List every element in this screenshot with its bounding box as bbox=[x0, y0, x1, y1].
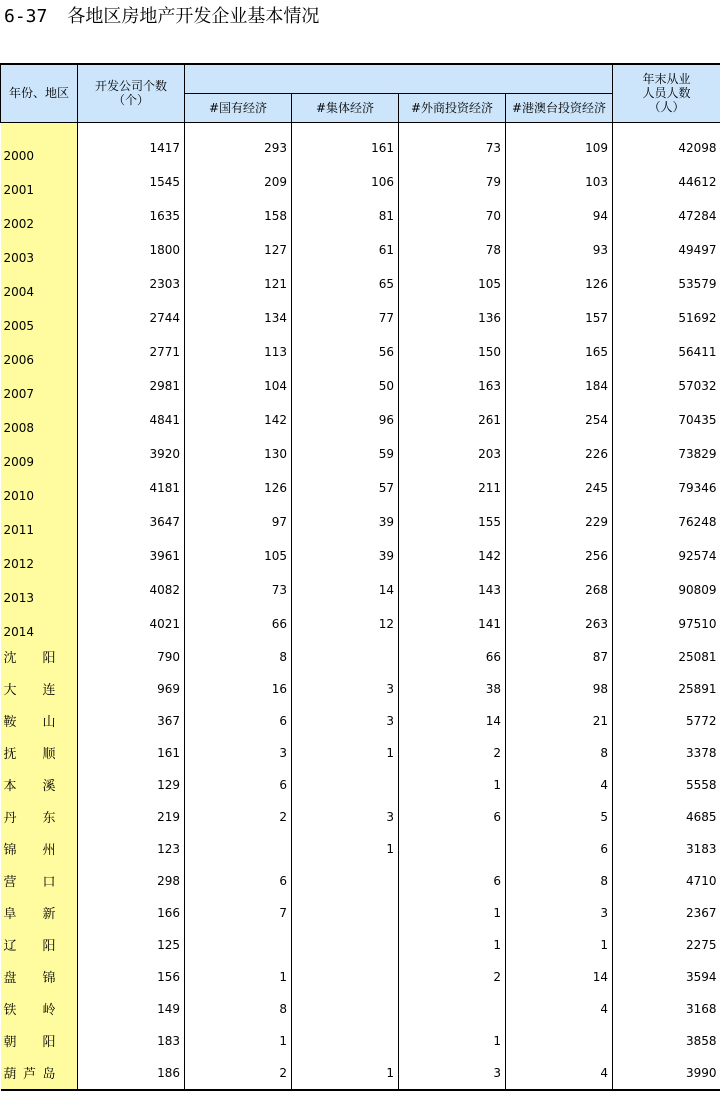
table-cell: 156 bbox=[78, 961, 185, 993]
table-cell bbox=[399, 993, 506, 1025]
table-cell: 2 bbox=[399, 737, 506, 769]
table-cell bbox=[292, 865, 399, 897]
row-label: 2003 bbox=[1, 233, 78, 267]
table-cell: 229 bbox=[506, 505, 613, 539]
table-cell: 6 bbox=[506, 833, 613, 865]
table-row bbox=[1, 705, 720, 737]
header-companies-unit: （个） bbox=[112, 93, 149, 108]
table-row bbox=[1, 122, 720, 165]
table-cell: 66 bbox=[185, 607, 292, 641]
table-row bbox=[1, 335, 720, 369]
row-label: 2014 bbox=[1, 607, 78, 641]
table-cell: 6 bbox=[185, 769, 292, 801]
region-name bbox=[4, 967, 56, 986]
table-cell: 78 bbox=[399, 233, 506, 267]
table-cell: 203 bbox=[399, 437, 506, 471]
table-cell: 66 bbox=[399, 641, 506, 673]
table-cell: 3647 bbox=[78, 505, 185, 539]
region-name bbox=[4, 871, 56, 890]
header-companies bbox=[78, 64, 185, 122]
table-cell: 254 bbox=[506, 403, 613, 437]
table-cell: 261 bbox=[399, 403, 506, 437]
table-row bbox=[1, 769, 720, 801]
row-label bbox=[1, 1057, 78, 1090]
table-cell: 209 bbox=[185, 165, 292, 199]
table-row bbox=[1, 437, 720, 471]
table-cell: 1 bbox=[399, 769, 506, 801]
table-cell: 56411 bbox=[613, 335, 720, 369]
table-cell: 4 bbox=[506, 1057, 613, 1090]
table-cell: 149 bbox=[78, 993, 185, 1025]
row-label bbox=[1, 737, 78, 769]
table-cell: 12 bbox=[292, 607, 399, 641]
table-cell: 57032 bbox=[613, 369, 720, 403]
row-label: 2004 bbox=[1, 267, 78, 301]
row-label: 2011 bbox=[1, 505, 78, 539]
table-cell: 94 bbox=[506, 199, 613, 233]
table-row bbox=[1, 233, 720, 267]
table-cell: 73829 bbox=[613, 437, 720, 471]
region-char: 新 bbox=[42, 907, 56, 922]
region-char: 阳 bbox=[42, 939, 56, 954]
region-name bbox=[4, 775, 56, 794]
table-cell: 1 bbox=[399, 929, 506, 961]
row-label bbox=[1, 993, 78, 1025]
table-cell: 161 bbox=[78, 737, 185, 769]
table-cell: 3 bbox=[506, 897, 613, 929]
region-char: 岭 bbox=[42, 1003, 56, 1018]
table-cell: 3 bbox=[292, 673, 399, 705]
table-body bbox=[1, 122, 720, 1090]
table-cell bbox=[292, 641, 399, 673]
table-cell: 1 bbox=[399, 897, 506, 929]
region-char: 锦 bbox=[3, 843, 17, 858]
table-cell: 161 bbox=[292, 122, 399, 165]
row-label bbox=[1, 673, 78, 705]
region-char: 阳 bbox=[42, 1035, 56, 1050]
table-cell: 186 bbox=[78, 1057, 185, 1090]
table-cell: 8 bbox=[506, 865, 613, 897]
table-cell: 155 bbox=[399, 505, 506, 539]
table-row bbox=[1, 801, 720, 833]
table-cell: 2981 bbox=[78, 369, 185, 403]
region-char: 东 bbox=[42, 811, 56, 826]
region-name bbox=[4, 903, 56, 922]
table-cell: 256 bbox=[506, 539, 613, 573]
table-cell: 3920 bbox=[78, 437, 185, 471]
table-cell: 211 bbox=[399, 471, 506, 505]
table-cell: 2 bbox=[399, 961, 506, 993]
header-employees-unit: （人） bbox=[648, 100, 685, 115]
table-row bbox=[1, 267, 720, 301]
region-char: 口 bbox=[42, 875, 56, 890]
table-cell: 7 bbox=[185, 897, 292, 929]
table-cell: 5558 bbox=[613, 769, 720, 801]
table-cell: 5 bbox=[506, 801, 613, 833]
table-cell: 166 bbox=[78, 897, 185, 929]
table-cell: 8 bbox=[185, 641, 292, 673]
row-label: 2000 bbox=[1, 122, 78, 165]
table-cell: 2303 bbox=[78, 267, 185, 301]
table-cell: 130 bbox=[185, 437, 292, 471]
table-cell: 268 bbox=[506, 573, 613, 607]
table-cell: 1800 bbox=[78, 233, 185, 267]
table-cell: 42098 bbox=[613, 122, 720, 165]
table-cell: 134 bbox=[185, 301, 292, 335]
header-foreign: #外商投资经济 bbox=[399, 93, 506, 122]
table-row bbox=[1, 1025, 720, 1057]
region-char: 顺 bbox=[42, 747, 56, 762]
table-cell: 129 bbox=[78, 769, 185, 801]
table-cell: 92574 bbox=[613, 539, 720, 573]
row-label: 2005 bbox=[1, 301, 78, 335]
table-cell bbox=[292, 961, 399, 993]
table-row bbox=[1, 539, 720, 573]
table-cell bbox=[399, 833, 506, 865]
region-char: 山 bbox=[42, 715, 56, 730]
table-cell bbox=[185, 833, 292, 865]
table-cell: 103 bbox=[506, 165, 613, 199]
table-cell: 4841 bbox=[78, 403, 185, 437]
table-cell: 3 bbox=[399, 1057, 506, 1090]
table-cell: 367 bbox=[78, 705, 185, 737]
table-cell: 219 bbox=[78, 801, 185, 833]
region-char: 锦 bbox=[42, 971, 56, 986]
table-cell: 1 bbox=[185, 961, 292, 993]
table-row bbox=[1, 929, 720, 961]
page-title bbox=[4, 6, 319, 28]
table-cell: 245 bbox=[506, 471, 613, 505]
table-cell: 142 bbox=[399, 539, 506, 573]
table-cell bbox=[506, 1025, 613, 1057]
row-label: 2007 bbox=[1, 369, 78, 403]
table-row bbox=[1, 641, 720, 673]
row-label: 2001 bbox=[1, 165, 78, 199]
table-cell: 25081 bbox=[613, 641, 720, 673]
table-cell: 123 bbox=[78, 833, 185, 865]
region-char: 抚 bbox=[3, 747, 17, 762]
table-cell: 165 bbox=[506, 335, 613, 369]
header-employees bbox=[613, 64, 720, 122]
table-cell: 50 bbox=[292, 369, 399, 403]
table-cell: 8 bbox=[506, 737, 613, 769]
table-cell: 1 bbox=[506, 929, 613, 961]
table-cell: 65 bbox=[292, 267, 399, 301]
table-cell: 1 bbox=[292, 833, 399, 865]
table-cell: 76248 bbox=[613, 505, 720, 539]
table-cell: 3858 bbox=[613, 1025, 720, 1057]
table-cell: 98 bbox=[506, 673, 613, 705]
table-cell: 4 bbox=[506, 769, 613, 801]
table-cell: 127 bbox=[185, 233, 292, 267]
table-cell: 104 bbox=[185, 369, 292, 403]
table-cell: 158 bbox=[185, 199, 292, 233]
row-label: 2009 bbox=[1, 437, 78, 471]
table-cell: 4 bbox=[506, 993, 613, 1025]
table-cell: 126 bbox=[185, 471, 292, 505]
table-cell: 1 bbox=[292, 737, 399, 769]
table-cell: 105 bbox=[185, 539, 292, 573]
row-label bbox=[1, 961, 78, 993]
table-cell: 8 bbox=[185, 993, 292, 1025]
table-cell: 79346 bbox=[613, 471, 720, 505]
table-cell: 121 bbox=[185, 267, 292, 301]
row-label bbox=[1, 801, 78, 833]
table-cell: 143 bbox=[399, 573, 506, 607]
row-label: 2006 bbox=[1, 335, 78, 369]
table-cell bbox=[185, 929, 292, 961]
table-row bbox=[1, 865, 720, 897]
table-title: 各地区房地产开发企业基本情况 bbox=[67, 6, 320, 27]
region-name bbox=[4, 1063, 56, 1082]
table-cell: 298 bbox=[78, 865, 185, 897]
table-cell: 38 bbox=[399, 673, 506, 705]
region-char: 鞍 bbox=[3, 715, 17, 730]
region-name bbox=[4, 679, 56, 698]
table-cell: 14 bbox=[292, 573, 399, 607]
table-cell: 183 bbox=[78, 1025, 185, 1057]
region-name bbox=[4, 711, 56, 730]
table-cell: 4685 bbox=[613, 801, 720, 833]
table-row bbox=[1, 165, 720, 199]
region-name bbox=[4, 999, 56, 1018]
table-cell: 105 bbox=[399, 267, 506, 301]
table-cell: 25891 bbox=[613, 673, 720, 705]
table-cell bbox=[292, 769, 399, 801]
table-cell: 3961 bbox=[78, 539, 185, 573]
table-cell: 4021 bbox=[78, 607, 185, 641]
table-cell: 2744 bbox=[78, 301, 185, 335]
table-cell: 109 bbox=[506, 122, 613, 165]
table-cell: 2 bbox=[185, 801, 292, 833]
row-label bbox=[1, 865, 78, 897]
table-cell: 70435 bbox=[613, 403, 720, 437]
table-row bbox=[1, 897, 720, 929]
table-cell: 163 bbox=[399, 369, 506, 403]
table-cell bbox=[292, 897, 399, 929]
region-name bbox=[4, 839, 56, 858]
table-row bbox=[1, 673, 720, 705]
region-char: 铁 bbox=[3, 1003, 17, 1018]
table-cell: 3378 bbox=[613, 737, 720, 769]
region-name bbox=[4, 743, 56, 762]
table-cell bbox=[292, 929, 399, 961]
header-blank-span bbox=[185, 64, 613, 93]
region-char: 朝 bbox=[3, 1035, 17, 1050]
table-cell: 141 bbox=[399, 607, 506, 641]
row-label bbox=[1, 1025, 78, 1057]
table-cell: 51692 bbox=[613, 301, 720, 335]
table-cell bbox=[292, 993, 399, 1025]
region-name bbox=[4, 935, 56, 954]
table-cell: 1 bbox=[185, 1025, 292, 1057]
table-cell: 3168 bbox=[613, 993, 720, 1025]
table-cell: 263 bbox=[506, 607, 613, 641]
region-name bbox=[4, 1031, 56, 1050]
region-char: 盘 bbox=[3, 971, 17, 986]
table-cell: 293 bbox=[185, 122, 292, 165]
table-row bbox=[1, 993, 720, 1025]
row-label bbox=[1, 705, 78, 737]
table-cell: 1417 bbox=[78, 122, 185, 165]
table-cell: 4181 bbox=[78, 471, 185, 505]
table-row bbox=[1, 369, 720, 403]
table-row bbox=[1, 1057, 720, 1090]
header-hk-macao-taiwan: #港澳台投资经济 bbox=[506, 93, 613, 122]
row-label: 2013 bbox=[1, 573, 78, 607]
table-cell: 4710 bbox=[613, 865, 720, 897]
table-row bbox=[1, 607, 720, 641]
table-cell: 6 bbox=[399, 865, 506, 897]
header-year-region: 年份、地区 bbox=[1, 64, 78, 122]
table-cell: 56 bbox=[292, 335, 399, 369]
table-cell: 126 bbox=[506, 267, 613, 301]
table-cell: 3 bbox=[185, 737, 292, 769]
table-cell: 79 bbox=[399, 165, 506, 199]
table-cell: 142 bbox=[185, 403, 292, 437]
row-label bbox=[1, 897, 78, 929]
table-cell: 39 bbox=[292, 539, 399, 573]
table-cell: 6 bbox=[185, 865, 292, 897]
region-char: 丹 bbox=[3, 811, 17, 826]
region-char: 州 bbox=[42, 843, 56, 858]
table-number: 6-37 bbox=[4, 6, 48, 27]
table-row bbox=[1, 471, 720, 505]
table-cell: 57 bbox=[292, 471, 399, 505]
table-cell: 3 bbox=[292, 705, 399, 737]
table-cell: 96 bbox=[292, 403, 399, 437]
row-label bbox=[1, 769, 78, 801]
table-cell: 49497 bbox=[613, 233, 720, 267]
table-cell: 969 bbox=[78, 673, 185, 705]
table-cell: 77 bbox=[292, 301, 399, 335]
table-cell: 2 bbox=[185, 1057, 292, 1090]
row-label: 2002 bbox=[1, 199, 78, 233]
table-cell: 16 bbox=[185, 673, 292, 705]
table-cell: 61 bbox=[292, 233, 399, 267]
table-cell: 21 bbox=[506, 705, 613, 737]
table-cell: 5772 bbox=[613, 705, 720, 737]
header-employees-label2: 人员人数 bbox=[642, 86, 691, 101]
row-label: 2012 bbox=[1, 539, 78, 573]
table-cell: 73 bbox=[185, 573, 292, 607]
table-cell bbox=[292, 1025, 399, 1057]
table-cell: 790 bbox=[78, 641, 185, 673]
table-cell: 87 bbox=[506, 641, 613, 673]
region-char: 芦 bbox=[22, 1067, 36, 1082]
table-cell: 1 bbox=[292, 1057, 399, 1090]
region-char: 沈 bbox=[3, 651, 17, 666]
table-cell: 113 bbox=[185, 335, 292, 369]
table-cell: 81 bbox=[292, 199, 399, 233]
header-companies-label: 开发公司个数 bbox=[94, 79, 167, 94]
table-cell: 2367 bbox=[613, 897, 720, 929]
table-cell: 14 bbox=[399, 705, 506, 737]
header-collective: #集体经济 bbox=[292, 93, 399, 122]
table-row bbox=[1, 505, 720, 539]
region-char: 连 bbox=[42, 683, 56, 698]
table-cell: 157 bbox=[506, 301, 613, 335]
table-cell: 73 bbox=[399, 122, 506, 165]
header-employees-label: 年末从业 bbox=[642, 72, 691, 87]
table-cell: 150 bbox=[399, 335, 506, 369]
table-cell: 1545 bbox=[78, 165, 185, 199]
region-name bbox=[4, 807, 56, 826]
table-cell: 3 bbox=[292, 801, 399, 833]
table-cell: 2771 bbox=[78, 335, 185, 369]
region-char: 阳 bbox=[42, 651, 56, 666]
table-cell: 125 bbox=[78, 929, 185, 961]
row-label: 2010 bbox=[1, 471, 78, 505]
table-cell: 1 bbox=[399, 1025, 506, 1057]
region-char: 本 bbox=[3, 779, 17, 794]
row-label bbox=[1, 641, 78, 673]
table-row bbox=[1, 833, 720, 865]
table-cell: 106 bbox=[292, 165, 399, 199]
region-char: 岛 bbox=[42, 1067, 56, 1082]
table-cell: 97510 bbox=[613, 607, 720, 641]
table-row bbox=[1, 573, 720, 607]
table-cell: 70 bbox=[399, 199, 506, 233]
data-table bbox=[0, 63, 720, 1091]
table-cell: 2275 bbox=[613, 929, 720, 961]
table-cell: 226 bbox=[506, 437, 613, 471]
region-char: 溪 bbox=[42, 779, 56, 794]
table-cell: 4082 bbox=[78, 573, 185, 607]
region-char: 大 bbox=[3, 683, 17, 698]
table-cell: 93 bbox=[506, 233, 613, 267]
table-cell: 47284 bbox=[613, 199, 720, 233]
table-cell: 1635 bbox=[78, 199, 185, 233]
table-cell: 136 bbox=[399, 301, 506, 335]
region-name bbox=[4, 647, 56, 666]
table-cell: 6 bbox=[399, 801, 506, 833]
region-char: 葫 bbox=[3, 1067, 17, 1082]
table-cell: 90809 bbox=[613, 573, 720, 607]
table-cell: 53579 bbox=[613, 267, 720, 301]
table-cell: 6 bbox=[185, 705, 292, 737]
table-cell: 3183 bbox=[613, 833, 720, 865]
table-cell: 3990 bbox=[613, 1057, 720, 1090]
region-char: 辽 bbox=[3, 939, 17, 954]
table-row bbox=[1, 403, 720, 437]
row-label bbox=[1, 833, 78, 865]
row-label: 2008 bbox=[1, 403, 78, 437]
table-cell: 97 bbox=[185, 505, 292, 539]
table-cell: 44612 bbox=[613, 165, 720, 199]
row-label bbox=[1, 929, 78, 961]
table-cell: 184 bbox=[506, 369, 613, 403]
table-row bbox=[1, 961, 720, 993]
region-char: 营 bbox=[3, 875, 17, 890]
table-cell: 59 bbox=[292, 437, 399, 471]
table-cell: 14 bbox=[506, 961, 613, 993]
table-row bbox=[1, 199, 720, 233]
header-state-owned: #国有经济 bbox=[185, 93, 292, 122]
table-cell: 39 bbox=[292, 505, 399, 539]
table-row bbox=[1, 301, 720, 335]
region-char: 阜 bbox=[3, 907, 17, 922]
table-cell: 3594 bbox=[613, 961, 720, 993]
table-row bbox=[1, 737, 720, 769]
